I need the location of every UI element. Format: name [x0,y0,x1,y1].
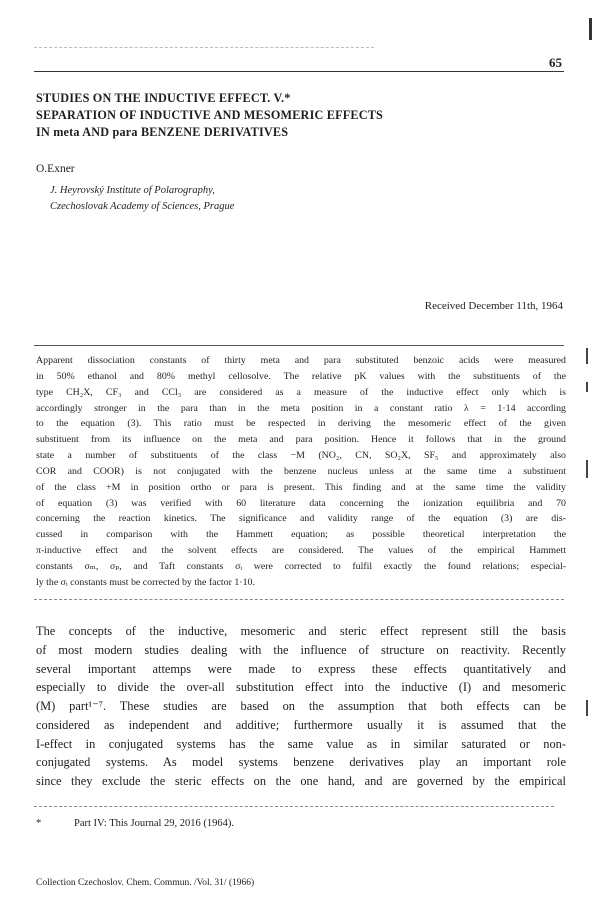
header-rule [34,71,564,72]
body-line: conjugated systems. As model systems benzene derivatives play an important role [36,755,566,770]
title-line-1: STUDIES ON THE INDUCTIVE EFFECT. V.* [36,91,291,105]
header-faint-rule [34,47,374,48]
abstract-line: of equation (3) was verified with 60 literature data concerning the ionization equilibria and 70 [36,497,566,509]
footnote [36,818,234,829]
margin-mark [586,348,588,364]
footnote-mark: * [36,818,42,829]
body-line: especially to divide the over-all substitution effect into the inductive (I) and mesomeric [36,680,566,695]
abstract-line: type CH₂X, CF₃ and CCl₃ are considered as a measure of the inductive effect only which is [36,386,566,398]
abstract [36,353,566,591]
abstract-line: COR and COOR) is not conjugated with the benzene nucleus unless at the same time a substituent [36,465,566,477]
abstract-line: concerning the reaction kinetics. The significance and validity range of the equation (3) are dis- [36,513,566,525]
abstract-line: constants σₘ, σₚ, and Taft constants σᵢ were corrected to fulfil exactly the found relations; especial- [36,560,566,572]
abstract-line: substituent from its influence on the meta and para position. Hence it follows that in the ground [36,434,566,446]
body-line: several important attemps were made to express these effects quantitatively and [36,661,566,676]
page-number: 65 [549,55,562,70]
body-line: (M) part¹⁻⁷. These studies are based on the assumption that both effects can be [36,699,566,713]
body-line: I-effect in conjugated systems has the same value as in similar saturated or non- [36,736,566,751]
journal-footer: Collection Czechoslov. Chem. Commun. /Vol. 31/ (1966) [36,878,255,888]
abstract-bottom-rule [34,599,564,600]
body-line: considered as independent and additive; furthermore usually it is assumed that the [36,717,566,732]
footnote-rule [34,806,554,807]
abstract-line: Apparent dissociation constants of thirty meta and para substituted benzoic acids were measured [36,355,566,366]
abstract-line: π-inductive effect and the solvent effects are considered. The values of the empirical Hammett [36,545,566,557]
author: O.Exner [36,163,75,175]
abstract-line: of the class +M in position ortho or para is present. This finding and at the same time the validity [36,481,566,493]
abstract-line: ly the σᵢ constants must be corrected by the factor 1·10. [36,576,255,588]
margin-mark [586,460,588,478]
abstract-line: accordingly stronger in the para than in the meta position in a constant ratio λ = 1·14 according [36,402,566,414]
abstract-line: state a number of substituents of the class −M (NO₂, CN, SO₂X, SF₅ and approximately also [36,450,566,462]
scan-edge-mark [589,18,592,40]
margin-mark [586,382,588,392]
received-date: Received December 11th, 1964 [424,300,563,312]
body-line: The concepts of the inductive, mesomeric and steric effect represent still the basis [36,624,566,638]
body-text [36,622,566,791]
abstract-line: to the equation (3). This ratio must be respected in deriving the mesomeric effect of the given [36,418,566,430]
margin-mark [586,700,588,716]
affiliation-line-2: Czechoslovak Academy of Sciences, Prague [50,201,235,212]
title-line-2: SEPARATION OF INDUCTIVE AND MESOMERIC EFFECTS [36,108,384,122]
affiliation-line-1: J. Heyrovský Institute of Polarography, [50,185,215,196]
abstract-top-rule [34,345,564,346]
title-line-3: IN meta AND para BENZENE DERIVATIVES [36,125,289,139]
body-line: since they exclude the steric effects on the one hand, and are governed by the empirical [36,774,566,788]
body-line: of most modern studies dealing with the influence of structure on reactivity. Recently [36,642,566,657]
abstract-line: in 50% ethanol and 80% methyl cellosolve. The relative pK values with the substituents of the [36,370,566,382]
abstract-line: cussed in comparison with the Hammett equation; as possible theoretical interpretation the [36,529,566,541]
footnote-text: Part IV: This Journal 29, 2016 (1964). [74,818,235,829]
